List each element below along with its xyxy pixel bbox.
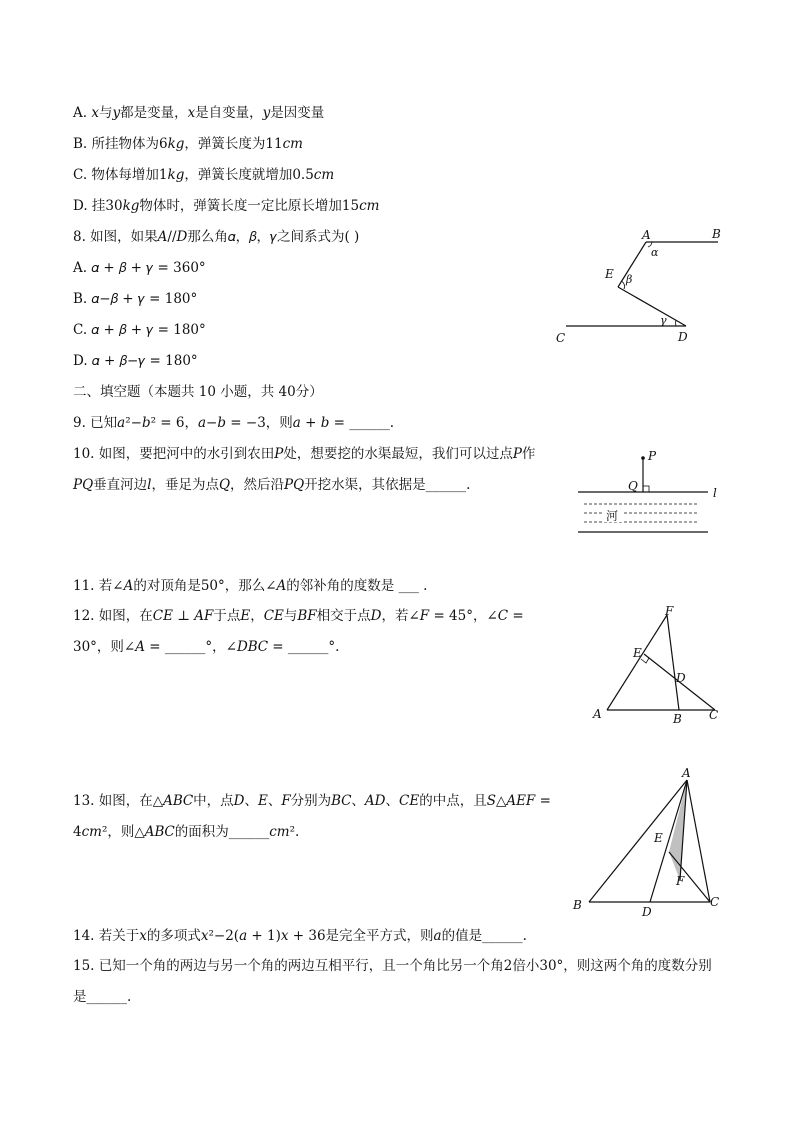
q12-label-f: F [665,604,674,618]
q13-text: 13. 如图，在△𝐴𝐵𝐶中，点𝐷、𝐸、𝐹分别为𝐵𝐶、𝐴𝐷、𝐶𝐸的中点，且𝑆△𝐴𝐸𝐹 = 4𝑐𝑚²，则△𝐴𝐵𝐶的面积为______𝑐𝑚². [73,793,551,840]
q13-label-c: C [710,895,720,909]
q8-label-beta: β [626,273,633,286]
q12-label-e: E [633,646,642,660]
q8-label-gamma: γ [660,314,667,327]
q12-label-c: C [709,708,719,722]
q12-text: 12. 如图，在𝐶𝐸 ⊥ 𝐴𝐹于点𝐸，𝐶𝐸与𝐵𝐹相交于点𝐷，若∠𝐹 = 45°，∠𝐶 = 30°，则∠𝐴 = ______°，∠𝐷𝐵𝐶 = ______°. [73,608,524,655]
q7-option-d: D. 挂30𝑘𝑔物体时，弹簧长度一定比原长增加15𝑐𝑚 [73,198,380,214]
q8-label-d: D [678,330,688,344]
q12-label-a: A [593,707,602,721]
q8-stem: 8. 如图，如果𝐴//𝐷那么角𝛼，𝛽，𝛾之间系式为( ) [73,229,360,245]
q10-text: 10. 如图，要把河中的水引到农田𝑃处，想要挖的水渠最短，我们可以过点𝑃作𝑃𝑄垂直河边𝑙，垂足为点𝑄，然后沿𝑃𝑄开挖水渠，其依据是______. [73,446,536,493]
q12-figure [585,604,725,724]
q7-option-c: C. 物体每增加1𝑘𝑔，弹簧长度就增加0.5𝑐𝑚 [73,167,335,183]
q7-option-b: B. 所挂物体为6𝑘𝑔，弹簧长度为11𝑐𝑚 [73,136,303,152]
q9-text: 9. 已知𝑎²−𝑏² = 6，𝑎−𝑏 = −3，则𝑎 + 𝑏 = ______. [73,415,395,431]
q11-text: 11. 若∠𝐴的对顶角是50°，那么∠𝐴的邻补角的度数是 ___ . [73,578,428,594]
q13-figure [568,762,728,922]
q13-label-a: A [682,766,691,780]
q13-label-e: E [654,831,663,845]
q10-label-l: l [713,486,717,500]
section-2-title: 二、填空题（本题共 10 小题，共 40分） [73,384,323,400]
q8-option-b: B. 𝛼−𝛽 + 𝛾 = 180° [73,291,198,307]
q8-label-e: E [605,267,614,281]
q8-option-d: D. 𝛼 + 𝛽−𝛾 = 180° [73,353,198,369]
q8-label-b: B [712,227,721,241]
q15-text: 15. 已知一个角的两边与另一个角的两边互相平行，且一个角比另一个角2倍小30°，则这两个角的度数分别是______. [73,958,712,1005]
q8-option-a: A. 𝛼 + 𝛽 + 𝛾 = 360° [73,260,206,276]
q13-label-d: D [642,905,652,919]
q10-figure [570,446,730,538]
q14-text: 14. 若关于𝑥的多项式𝑥²−2(𝑎 + 1)𝑥 + 36是完全平方式，则𝑎的值是______. [73,928,527,944]
q10-label-p: P [648,449,657,463]
q8-figure [548,225,728,350]
q8-label-alpha: α [651,246,659,259]
q8-label-a: A [642,228,651,242]
q8-label-c: C [556,331,566,345]
q7-option-a: A. 𝑥与𝑦都是变量，𝑥是自变量，𝑦是因变量 [73,105,325,121]
q10-label-q: Q [628,479,638,493]
q13-label-f: F [676,874,685,888]
q12-label-d: D [676,671,686,685]
q12-label-b: B [673,712,682,724]
q13-label-b: B [573,898,582,912]
q8-option-c: C. 𝛼 + 𝛽 + 𝛾 = 180° [73,322,206,338]
q10-label-river: 河 [606,509,619,523]
